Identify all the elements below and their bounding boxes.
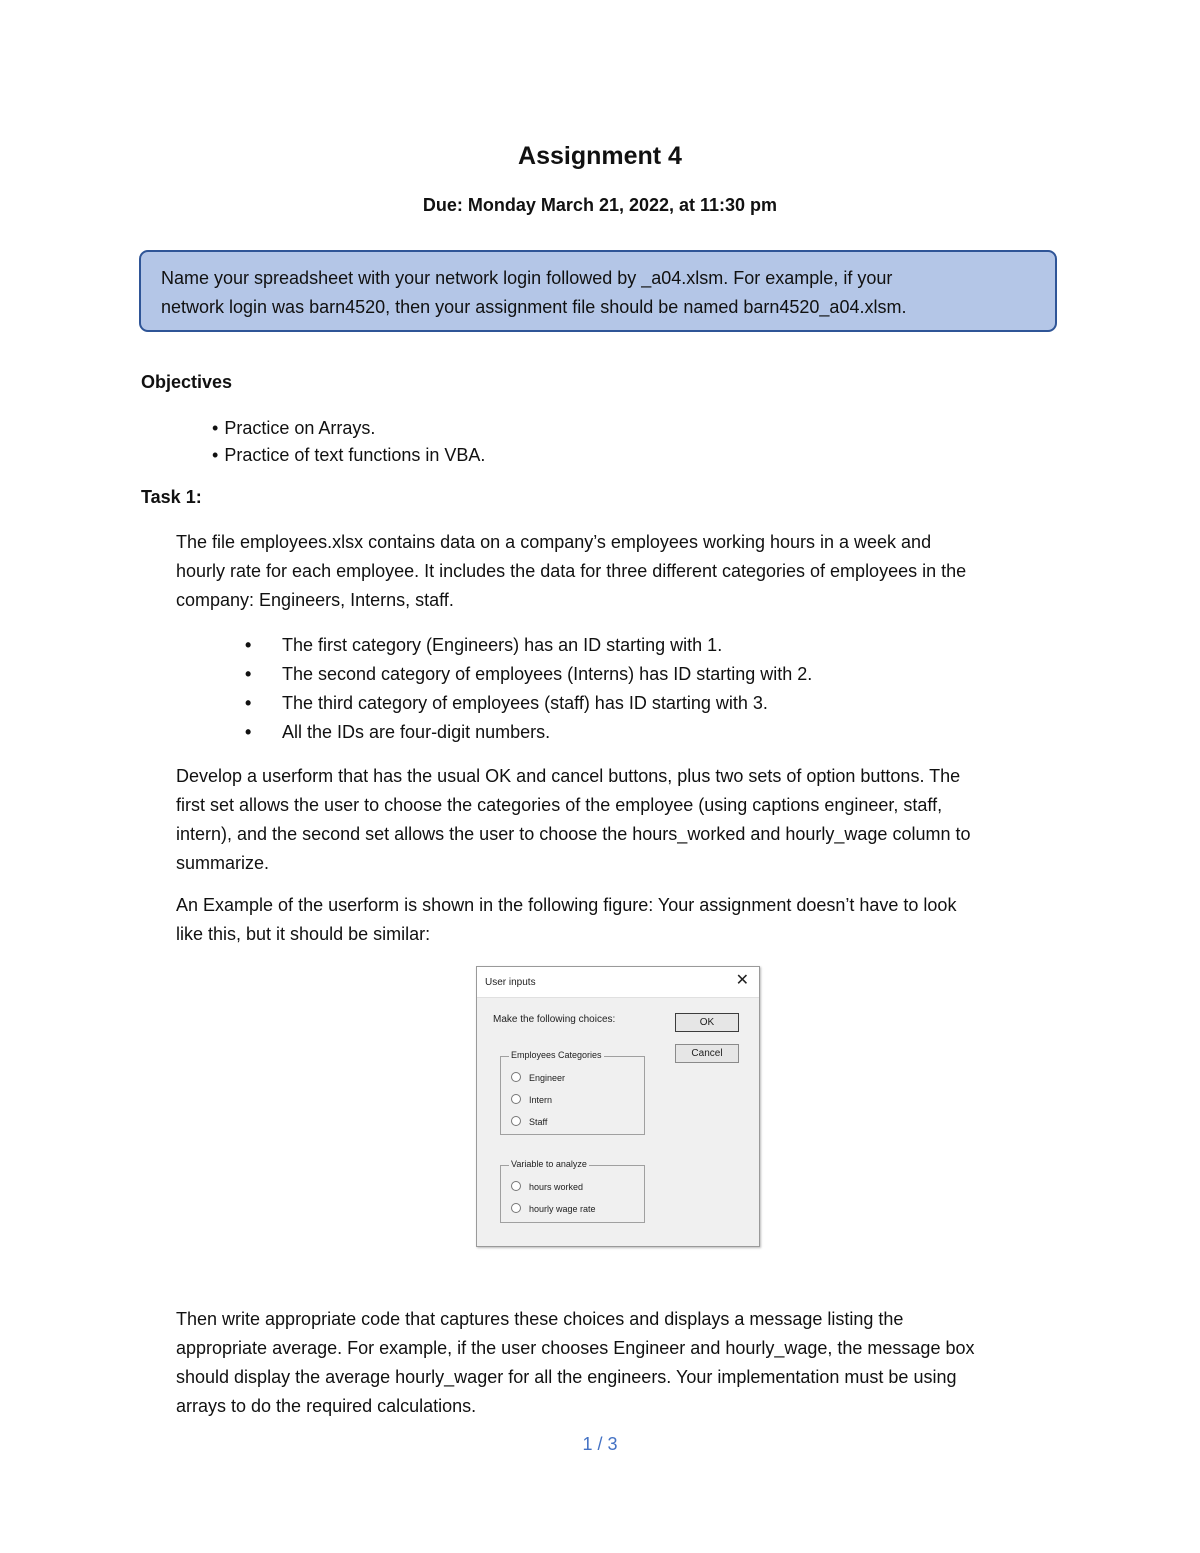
text-line: should display the average hourly_wager for all the engineers. Your implementation must be using [176, 1367, 957, 1387]
cancel-button: Cancel [675, 1044, 739, 1063]
frame-legend: Variable to analyze [511, 1159, 587, 1169]
option-label: Intern [529, 1095, 553, 1105]
list-item [245, 660, 812, 689]
text-line: Then write appropriate code that captures these choices and displays a message listing the [176, 1309, 904, 1329]
variable-frame [500, 1159, 645, 1223]
develop-paragraph [176, 762, 1066, 878]
text-line: like this, but it should be similar: [176, 924, 431, 944]
text-line: An Example of the userform is shown in the following figure: Your assignment doesn’t have to look [176, 895, 957, 915]
then-paragraph [176, 1305, 1066, 1421]
list-item [245, 718, 812, 747]
objectives-list [212, 415, 485, 469]
ok-button: OK [675, 1013, 739, 1032]
list-item-text: The first category (Engineers) has an ID starting with 1. [282, 635, 723, 655]
text-line: company: Engineers, Interns, staff. [176, 590, 454, 610]
option-hours-worked [511, 1181, 583, 1192]
option-label: hourly wage rate [529, 1204, 596, 1214]
text-line: The file employees.xlsx contains data on a company’s employees working hours in a week and [176, 532, 932, 552]
userform-figure [476, 966, 760, 1247]
radio-icon [511, 1181, 521, 1191]
close-icon: ✕ [735, 972, 749, 989]
text-line: first set allows the user to choose the categories of the employee (using captions engineer, staff, [176, 795, 943, 815]
option-label: Engineer [529, 1073, 566, 1083]
list-item: • Practice on Arrays. [212, 415, 485, 442]
radio-icon [511, 1094, 521, 1104]
objectives-heading: Objectives [141, 372, 233, 392]
due-date: Due: Monday March 21, 2022, at 11:30 pm [422, 195, 778, 215]
category-bullet-list [245, 631, 812, 747]
userform-titlebar [477, 967, 759, 998]
option-staff [511, 1116, 547, 1127]
bullet-icon: • [245, 693, 252, 713]
page-title: Assignment 4 [518, 142, 682, 170]
text-line: appropriate average. For example, if the user chooses Engineer and hourly_wage, the message box [176, 1338, 975, 1358]
option-label: hours worked [529, 1182, 584, 1192]
text-line: hourly rate for each employee. It includes the data for three different categories of employees in the [176, 561, 967, 581]
list-item-text: The third category of employees (staff) has ID starting with 3. [282, 693, 768, 713]
radio-icon [511, 1203, 521, 1213]
text-line: Develop a userform that has the usual OK and cancel buttons, plus two sets of option buttons. The [176, 766, 961, 786]
notice-line: Name your spreadsheet with your network login followed by _a04.xlsm. For example, if your [161, 268, 893, 288]
task1-intro [176, 528, 1066, 615]
radio-icon [511, 1072, 521, 1082]
naming-notice-box [139, 250, 1057, 332]
list-item-text: The second category of employees (Interns) has ID starting with 2. [282, 664, 813, 684]
notice-line: network login was barn4520, then your assignment file should be named barn4520_a04.xlsm. [161, 297, 907, 317]
employee-categories-frame [500, 1050, 645, 1135]
list-item: • Practice of text functions in VBA. [212, 442, 485, 469]
task1-heading: Task 1: [141, 487, 202, 507]
text-line: intern), and the second set allows the user to choose the hours_worked and hourly_wage column to [176, 824, 971, 844]
userform-prompt: Make the following choices: [493, 1014, 616, 1025]
radio-icon [511, 1116, 521, 1126]
bullet-icon: • [245, 635, 252, 655]
bullet-icon: • [245, 722, 252, 742]
list-item [245, 631, 812, 660]
option-engineer [511, 1072, 565, 1083]
option-intern [511, 1094, 552, 1105]
option-label: Staff [529, 1117, 548, 1127]
userform-title: User inputs [485, 977, 536, 988]
text-line: arrays to do the required calculations. [176, 1396, 477, 1416]
list-item [245, 689, 812, 718]
frame-legend: Employees Categories [511, 1050, 602, 1060]
example-paragraph [176, 891, 1066, 949]
option-hourly-wage [511, 1203, 596, 1214]
page-number: 1 / 3 [582, 1434, 618, 1454]
bullet-icon: • [245, 664, 252, 684]
list-item-text: All the IDs are four-digit numbers. [282, 722, 551, 742]
text-line: summarize. [176, 853, 270, 873]
